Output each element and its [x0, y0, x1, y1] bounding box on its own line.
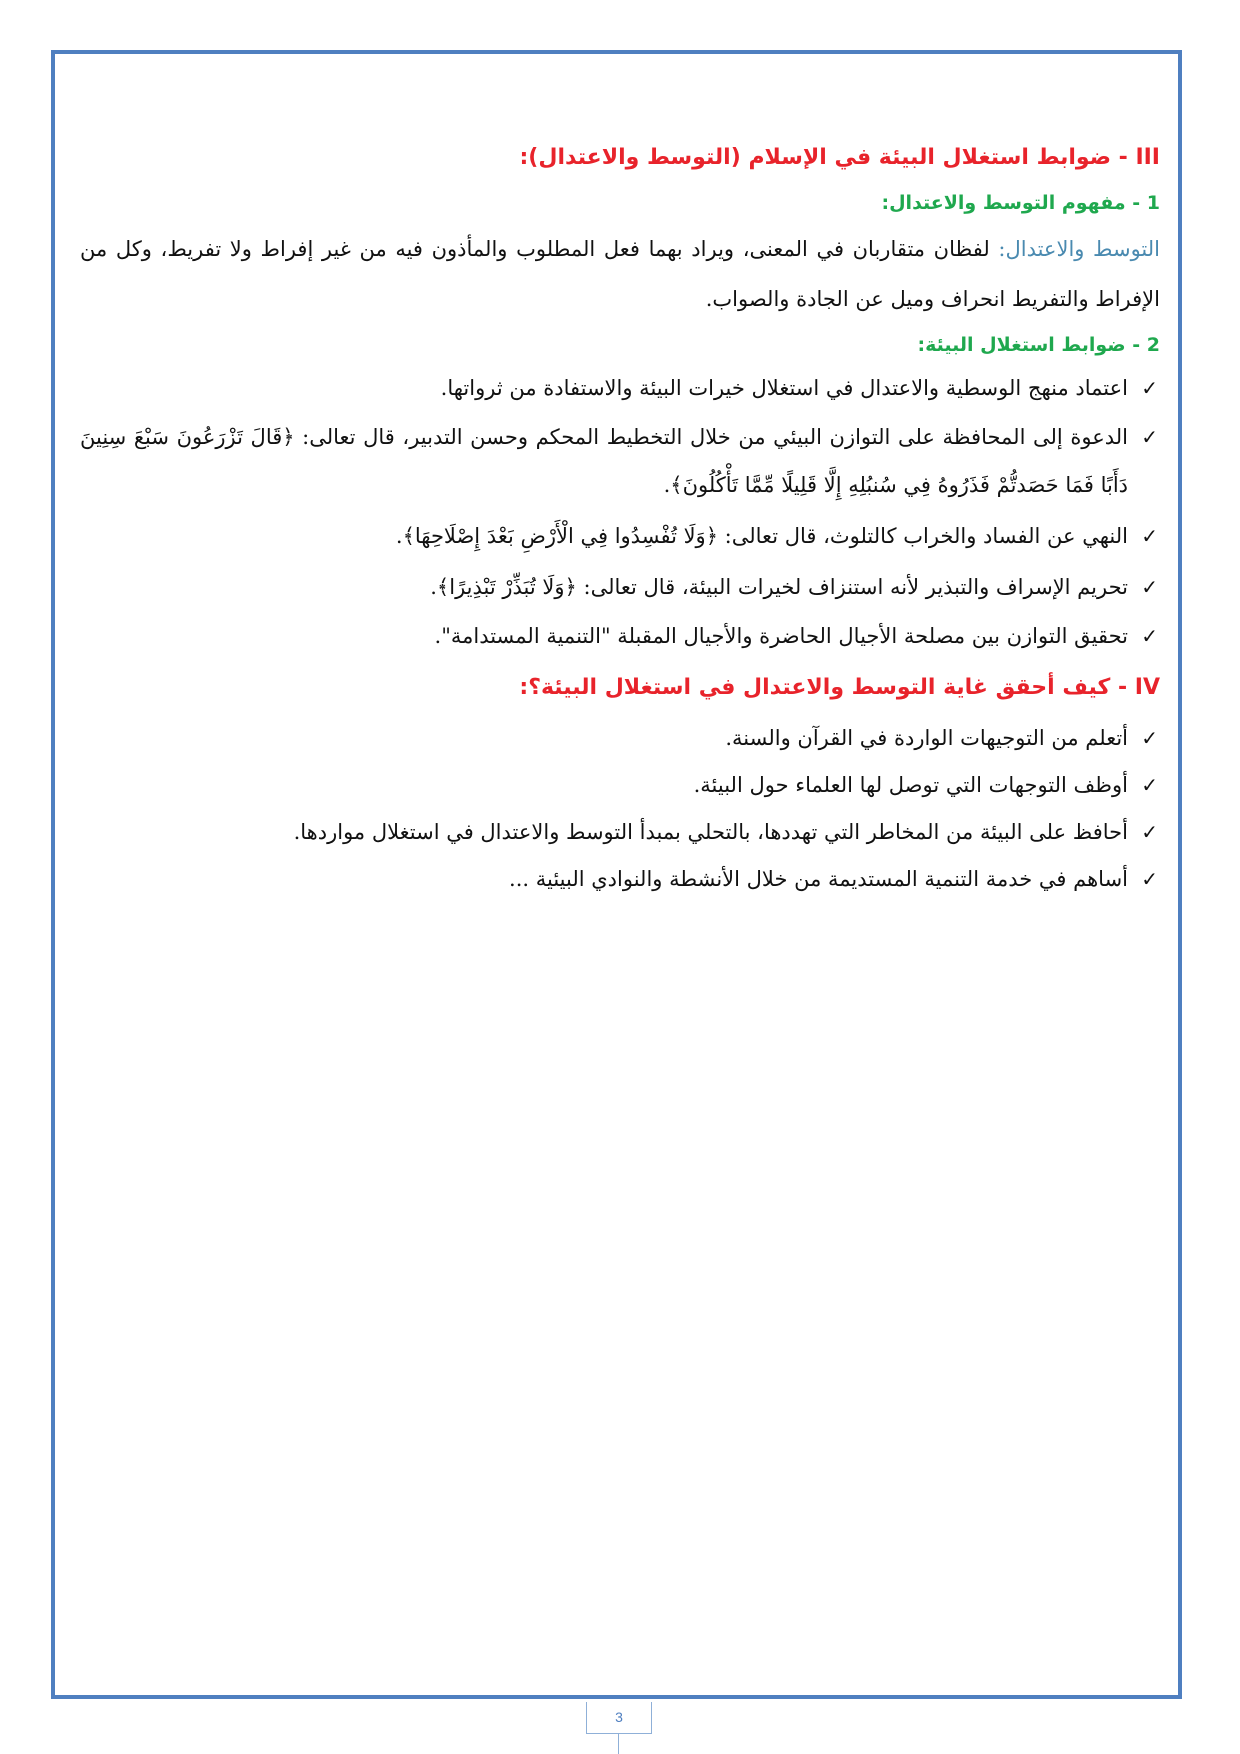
- subheading-controls: 2 - ضوابط استغلال البيئة:: [917, 334, 1160, 356]
- list-item-text: أتعلم من التوجيهات الواردة في القرآن والسنة.: [725, 726, 1128, 750]
- definition-text: لفظان متقاربان في المعنى، ويراد بهما فعل المطلوب والمأذون فيه من غير إفراط ولا تفريط، وكل من الإفراط والتفريط انحراف وميل عن الجادة والصواب.: [80, 237, 1160, 311]
- check-mark-icon: ✓: [1141, 867, 1158, 891]
- check-mark-icon: ✓: [1141, 820, 1158, 844]
- section-heading-4: IV - كيف أحقق غاية التوسط والاعتدال في استغلال البيئة؟:: [519, 675, 1160, 700]
- list-item: [80, 716, 1160, 760]
- page-number-connector: [618, 1734, 619, 1754]
- list-item-text: أحافظ على البيئة من المخاطر التي تهددها، بالتحلي بمبدأ التوسط والاعتدال في استغلال مواردها.: [293, 820, 1128, 844]
- list-item: [80, 810, 1160, 854]
- page-number: 3: [586, 1702, 652, 1734]
- definition-paragraph: [80, 224, 1160, 324]
- subheading-concept: 1 - مفهوم التوسط والاعتدال:: [881, 192, 1160, 214]
- list-item: [80, 366, 1160, 410]
- list-item: [80, 563, 1160, 611]
- definition-term: التوسط والاعتدال:: [998, 237, 1161, 261]
- check-mark-icon: ✓: [1141, 624, 1158, 648]
- check-mark-icon: ✓: [1141, 376, 1158, 400]
- list-item-text: اعتماد منهج الوسطية والاعتدال في استغلال خيرات البيئة والاستفادة من ثرواتها.: [440, 376, 1128, 400]
- section-heading-3: III - ضوابط استغلال البيئة في الإسلام (التوسط والاعتدال):: [519, 145, 1160, 170]
- list-item-text: تحقيق التوازن بين مصلحة الأجيال الحاضرة والأجيال المقبلة "التنمية المستدامة".: [434, 624, 1128, 648]
- check-mark-icon: ✓: [1141, 524, 1158, 548]
- check-mark-icon: ✓: [1141, 575, 1158, 599]
- how-to-list: [80, 716, 1160, 901]
- check-mark-icon: ✓: [1141, 726, 1158, 750]
- list-item-text: تحريم الإسراف والتبذير لأنه استنزاف لخيرات البيئة، قال تعالى: ﴿وَلَا تُبَذِّرْ تَبْذِيرًا﴾.: [430, 575, 1128, 599]
- list-item-text: أوظف التوجهات التي توصل لها العلماء حول البيئة.: [693, 773, 1128, 797]
- controls-list: [80, 366, 1160, 658]
- list-item-text: الدعوة إلى المحافظة على التوازن البيئي من خلال التخطيط المحكم وحسن التدبير، قال تعالى: ﴿قَالَ تَزْرَعُونَ سَبْعَ سِنِينَ دَأَبًا فَمَا حَصَدتُّمْ فَذَرُوهُ فِي سُنبُلِهِ إِلَّا قَلِيلًا مِّمَّا تَأْكُلُونَ﴾.: [80, 425, 1128, 497]
- list-item: [80, 512, 1160, 560]
- list-item: [80, 614, 1160, 658]
- check-mark-icon: ✓: [1141, 425, 1158, 449]
- list-item-text: أساهم في خدمة التنمية المستديمة من خلال الأنشطة والنوادي البيئية ...: [509, 867, 1128, 891]
- document-content: [80, 138, 1160, 907]
- list-item-text: النهي عن الفساد والخراب كالتلوث، قال تعالى: ﴿وَلَا تُفْسِدُوا فِي الْأَرْضِ بَعْدَ إِصْلَاحِهَا﴾.: [395, 524, 1128, 548]
- check-mark-icon: ✓: [1141, 773, 1158, 797]
- list-item: [80, 763, 1160, 807]
- list-item: [80, 857, 1160, 901]
- list-item: [80, 413, 1160, 509]
